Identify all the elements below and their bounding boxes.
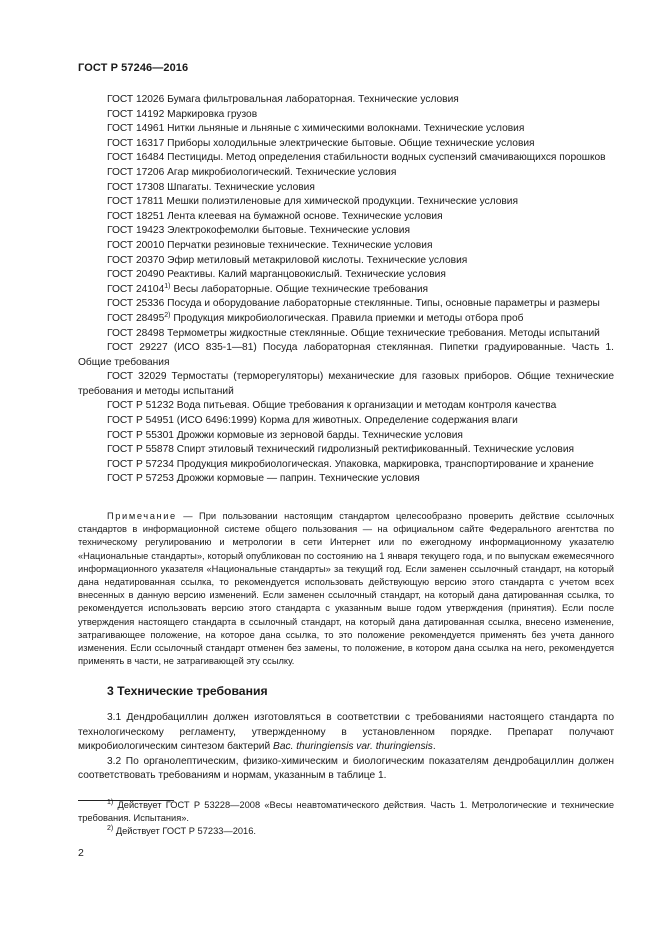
reference-title: Термостаты (терморегуляторы) механические для газовых приборов. Общие технические требования и методы испытаний <box>78 371 614 397</box>
reference-item <box>78 458 614 473</box>
reference-title: Весы лабораторные. Общие технические требования <box>173 283 429 295</box>
note-paragraph <box>78 510 614 668</box>
footnote-1-text: Действует ГОСТ Р 53228—2008 «Весы неавтоматического действия. Часть 1. Метрологические и технические требования. Испытания». <box>78 800 614 824</box>
reference-title: Посуда и оборудование лабораторные стеклянные. Типы, основные параметры и размеры <box>167 298 600 310</box>
reference-code: ГОСТ 24104 <box>107 283 165 295</box>
footnote-marker: 2) <box>164 311 171 319</box>
page-number: 2 <box>78 847 84 859</box>
reference-code: ГОСТ 32029 <box>107 371 167 383</box>
footnote-marker: 1) <box>164 282 171 290</box>
reference-item <box>78 210 614 225</box>
reference-code: ГОСТ 20010 <box>107 239 165 251</box>
reference-item <box>78 254 614 269</box>
reference-code: ГОСТ 20370 <box>107 254 165 266</box>
reference-item <box>78 443 614 458</box>
reference-item <box>78 297 614 312</box>
reference-title: Спирт этиловый технический гидролизный ректификованный. Технические условия <box>176 444 575 456</box>
reference-item <box>78 370 614 399</box>
reference-code: ГОСТ 14961 <box>107 123 165 135</box>
reference-title: Мешки полиэтиленовые для химической продукции. Технические условия <box>166 196 519 208</box>
reference-title: Электрокофемолки бытовые. Технические условия <box>167 225 411 237</box>
reference-item <box>78 414 614 429</box>
footnote-1-mark: 1) <box>107 799 114 806</box>
note-text: — При пользовании настоящим стандартом целесообразно проверить действие ссылочных стандартов в информационной системе общего пользования — на официальном сайте Федерального агентства по техническому регулированию и метрологии в сети Интернет или по ежегодному информационному указателю «Национальные стандарты», который опубликован по состоянию на 1 января текущего года, и по выпускам ежемесячного информационного указателя «Национальные стандарты» за текущий год. Если заменен ссылочный стандарт, на который дана недатированная ссылка, то рекомендуется использовать действующую версию этого стандарта с учетом всех внесенных в данную версию изменений. Если заменен ссылочный стандарт, на который дана датированная ссылка, то рекомендуется использовать версию этого стандарта с указанным выше годом утверждения (принятия). Если после утверждения настоящего стандарта в ссылочный стандарт, на который дана датированная ссылка, внесено изменение, затрагивающее положение, на которое дана ссылка, то это положение рекомендуется применять без учета данного изменения. Если ссылочный стандарт отменен без замены, то положение, в котором дана ссылка на него, рекомендуется применять в части, не затрагивающей эту ссылку. <box>78 511 614 667</box>
reference-title: Продукция микробиологическая. Упаковка, маркировка, транспортирование и хранение <box>176 458 594 470</box>
reference-code: ГОСТ Р 57234 <box>107 458 174 470</box>
reference-item <box>78 399 614 414</box>
reference-code: ГОСТ 14192 <box>107 108 165 120</box>
reference-code: ГОСТ 25336 <box>107 298 165 310</box>
reference-title: Маркировка грузов <box>167 108 258 120</box>
reference-title: Лента клеевая на бумажной основе. Технические условия <box>167 210 443 222</box>
section-title: 3 Технические требования <box>107 684 268 698</box>
reference-item <box>78 472 614 487</box>
reference-title: Посуда лабораторная стеклянная. Пипетки градуированные. Часть 1. Общие требования <box>78 342 614 368</box>
reference-item <box>78 151 614 166</box>
reference-code: ГОСТ Р 57253 <box>107 473 174 485</box>
reference-item <box>78 93 614 108</box>
reference-item <box>78 137 614 152</box>
reference-title: Реактивы. Калий марганцовокислый. Технические условия <box>167 269 446 281</box>
reference-code: ГОСТ Р 54951 (ИСО 6496:1999) <box>107 415 257 427</box>
paragraph-3-2: 3.2 По органолептическим, физико-химическим и биологическим показателям дендробациллин должен соответствовать требованиям и нормам, указанным в таблице 1. <box>78 755 614 782</box>
reference-title: Вода питьевая. Общие требования к организации и методам контроля качества <box>176 400 557 412</box>
reference-code: ГОСТ 16484 <box>107 152 165 164</box>
footnote-2-mark: 2) <box>107 825 114 833</box>
reference-title: Корма для животных. Определение содержания влаги <box>259 415 518 427</box>
reference-title: Термометры жидкостные стеклянные. Общие технические требования. Методы испытаний <box>167 327 600 339</box>
note-label: Примечание <box>107 511 177 521</box>
reference-code: ГОСТ 20490 <box>107 269 165 281</box>
normative-references-list <box>78 93 614 487</box>
reference-code: ГОСТ 12026 <box>107 94 165 105</box>
reference-code: ГОСТ 28495 <box>107 312 165 324</box>
reference-item <box>78 283 614 298</box>
reference-item <box>78 327 614 342</box>
footnote-2-text: Действует ГОСТ Р 57233—2016. <box>113 826 256 837</box>
reference-item <box>78 166 614 181</box>
paragraph-3-1-text: 3.1 Дендробациллин должен изготовляться в соответствии с требованиями настоящего стандарта по технологическому регламенту, утвержденному в установленном порядке. Препарат получают микробиологическим синтезом бактерий <box>78 712 614 753</box>
reference-code: ГОСТ 16317 <box>107 137 165 149</box>
reference-code: ГОСТ 29227 (ИСО 835-1—81) <box>107 342 257 354</box>
reference-item <box>78 312 614 327</box>
reference-item <box>78 268 614 283</box>
section-body <box>78 711 614 784</box>
reference-code: ГОСТ Р 51232 <box>107 400 174 412</box>
reference-code: ГОСТ 28498 <box>107 327 165 339</box>
reference-item <box>78 341 614 370</box>
reference-title: Дрожжи кормовые — паприн. Технические условия <box>176 473 420 485</box>
reference-title: Эфир метиловый метакриловой кислоты. Технические условия <box>167 254 468 266</box>
document-header: ГОСТ Р 57246—2016 <box>78 62 189 74</box>
footnote-2 <box>78 825 614 838</box>
reference-title: Нитки льняные и льняные с химическими волокнами. Технические условия <box>167 123 525 135</box>
footnote-1 <box>78 799 614 825</box>
reference-title: Бумага фильтровальная лабораторная. Технические условия <box>167 94 459 105</box>
reference-title: Приборы холодильные электрические бытовые. Общие технические условия <box>167 137 535 149</box>
reference-title: Дрожжи кормовые из зерновой барды. Технические условия <box>176 429 463 441</box>
bacteria-name: Bac. thuringiensis var. thuringiensis <box>273 741 433 753</box>
reference-code: ГОСТ 18251 <box>107 210 165 222</box>
reference-item <box>78 195 614 210</box>
reference-code: ГОСТ 17811 <box>107 196 164 208</box>
reference-item <box>78 239 614 254</box>
reference-code: ГОСТ 17206 <box>107 166 165 178</box>
footnotes <box>78 799 614 839</box>
reference-item <box>78 122 614 137</box>
reference-code: ГОСТ 19423 <box>107 225 165 237</box>
reference-title: Пестициды. Метод определения стабильности водных суспензий смачивающихся порошков <box>167 152 606 164</box>
reference-item <box>78 108 614 123</box>
reference-code: ГОСТ Р 55878 <box>107 444 174 456</box>
reference-title: Продукция микробиологическая. Правила приемки и методы отбора проб <box>173 312 524 324</box>
reference-item <box>78 224 614 239</box>
reference-code: ГОСТ Р 55301 <box>107 429 174 441</box>
reference-item <box>78 181 614 196</box>
paragraph-3-1-end: . <box>432 741 436 753</box>
paragraph-3-1 <box>78 711 614 755</box>
reference-title: Агар микробиологический. Технические условия <box>167 166 397 178</box>
reference-code: ГОСТ 17308 <box>107 181 165 193</box>
reference-title: Перчатки резиновые технические. Технические условия <box>167 239 433 251</box>
reference-item <box>78 429 614 444</box>
reference-title: Шпагаты. Технические условия <box>167 181 315 193</box>
